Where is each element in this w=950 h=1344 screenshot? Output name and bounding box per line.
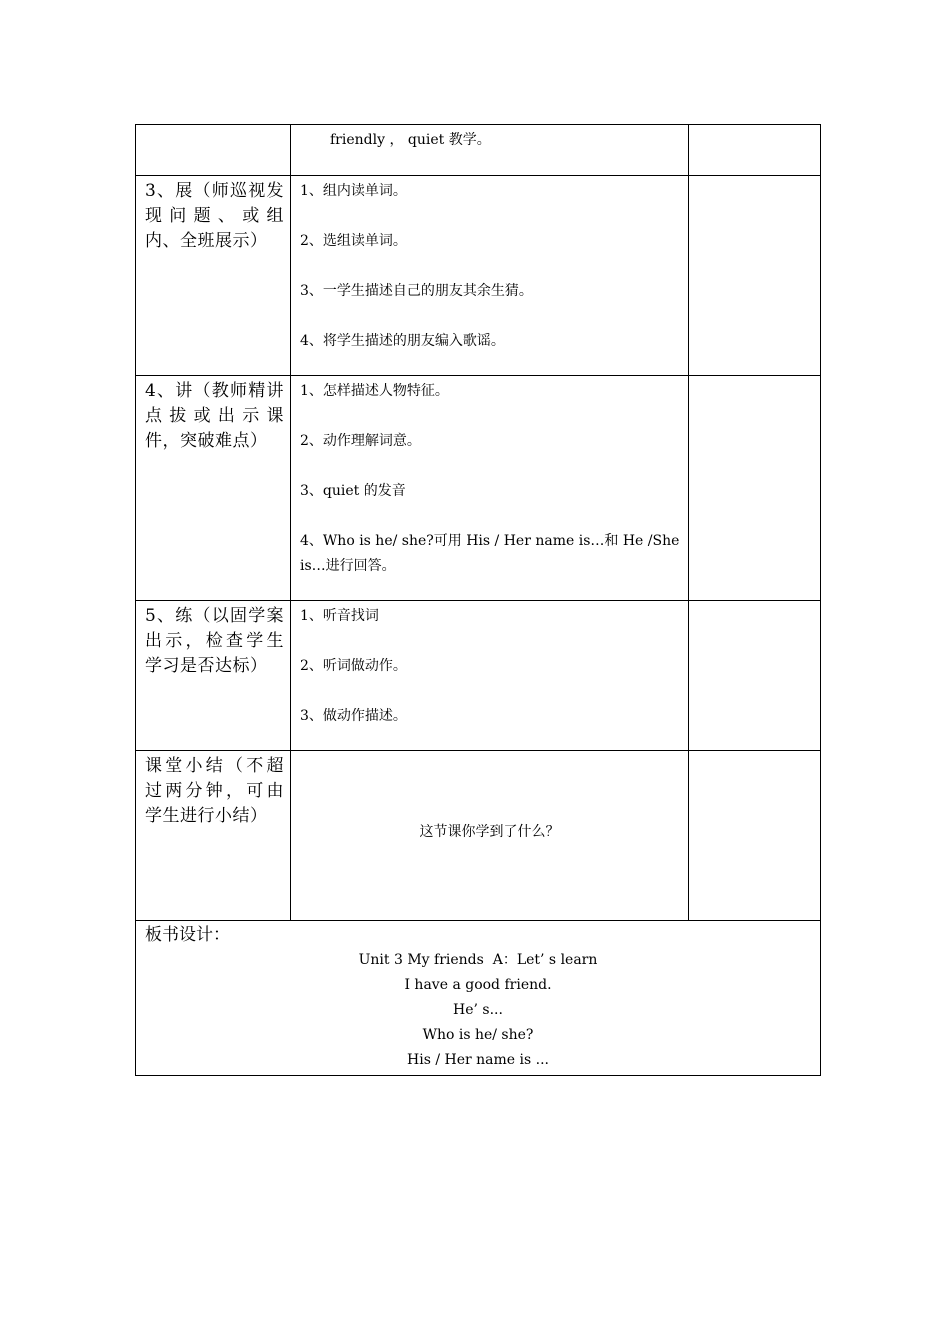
table-row <box>136 601 821 751</box>
list-item: 3、quiet 的发音 <box>300 483 406 499</box>
list-item: 4、Who is he/ she?可用 His / Her name is…和 He /She is…进行回答。 <box>300 533 680 574</box>
note-cell <box>689 125 821 176</box>
note-cell <box>689 176 821 376</box>
table-row <box>136 125 821 176</box>
stage-cell <box>136 376 291 601</box>
list-item: 1、怎样描述人物特征。 <box>300 383 449 399</box>
table-row <box>136 376 821 601</box>
stage-label: 4、讲（教师精讲点拔或出示课件，突破难点） <box>145 381 284 451</box>
table-row <box>136 176 821 376</box>
stage-label <box>136 125 290 128</box>
list-item: 2、动作理解词意。 <box>300 433 421 449</box>
table-row <box>136 921 821 1076</box>
note-cell <box>689 376 821 601</box>
board-line: His / Her name is ... <box>407 1052 549 1068</box>
list-item: 4、将学生描述的朋友编入歌谣。 <box>300 333 505 349</box>
board-line: Unit 3 My friends A：Let’ s learn <box>358 952 598 968</box>
stage-cell <box>136 176 291 376</box>
board-line: Who is he/ she? <box>422 1027 534 1043</box>
content-cell <box>291 751 689 921</box>
stage-cell <box>136 601 291 751</box>
board-line: I have a good friend. <box>404 977 552 993</box>
list-item: 2、选组读单词。 <box>300 233 407 249</box>
list-item: 1、组内读单词。 <box>300 183 407 199</box>
content-cell <box>291 125 689 176</box>
stage-label: 3、展（师巡视发现问题、或组内、全班展示） <box>145 181 284 251</box>
board-design-title: 板书设计： <box>145 925 230 945</box>
list-item: 1、听音找词 <box>300 608 379 624</box>
list-item: 3、一学生描述自己的朋友其余生猜。 <box>300 283 533 299</box>
list-item: 3、做动作描述。 <box>300 708 407 724</box>
lesson-plan-table <box>135 124 821 1076</box>
list-item: friendly ， quiet 教学。 <box>330 132 491 148</box>
stage-cell <box>136 125 291 176</box>
content-cell <box>291 376 689 601</box>
list-item: 2、听词做动作。 <box>300 658 407 674</box>
note-cell <box>689 751 821 921</box>
note-cell <box>689 601 821 751</box>
summary-question: 这节课你学到了什么？ <box>419 824 560 840</box>
content-cell <box>291 601 689 751</box>
stage-cell <box>136 751 291 921</box>
board-line: He’ s... <box>453 1002 503 1018</box>
table-row <box>136 751 821 921</box>
stage-label: 课堂小结（不超过两分钟，可由学生进行小结） <box>145 756 284 826</box>
content-cell <box>291 176 689 376</box>
board-design-lines <box>136 948 820 1075</box>
stage-label: 5、练（以固学案出示，检查学生学习是否达标） <box>145 606 284 676</box>
board-design-cell <box>136 921 821 1076</box>
